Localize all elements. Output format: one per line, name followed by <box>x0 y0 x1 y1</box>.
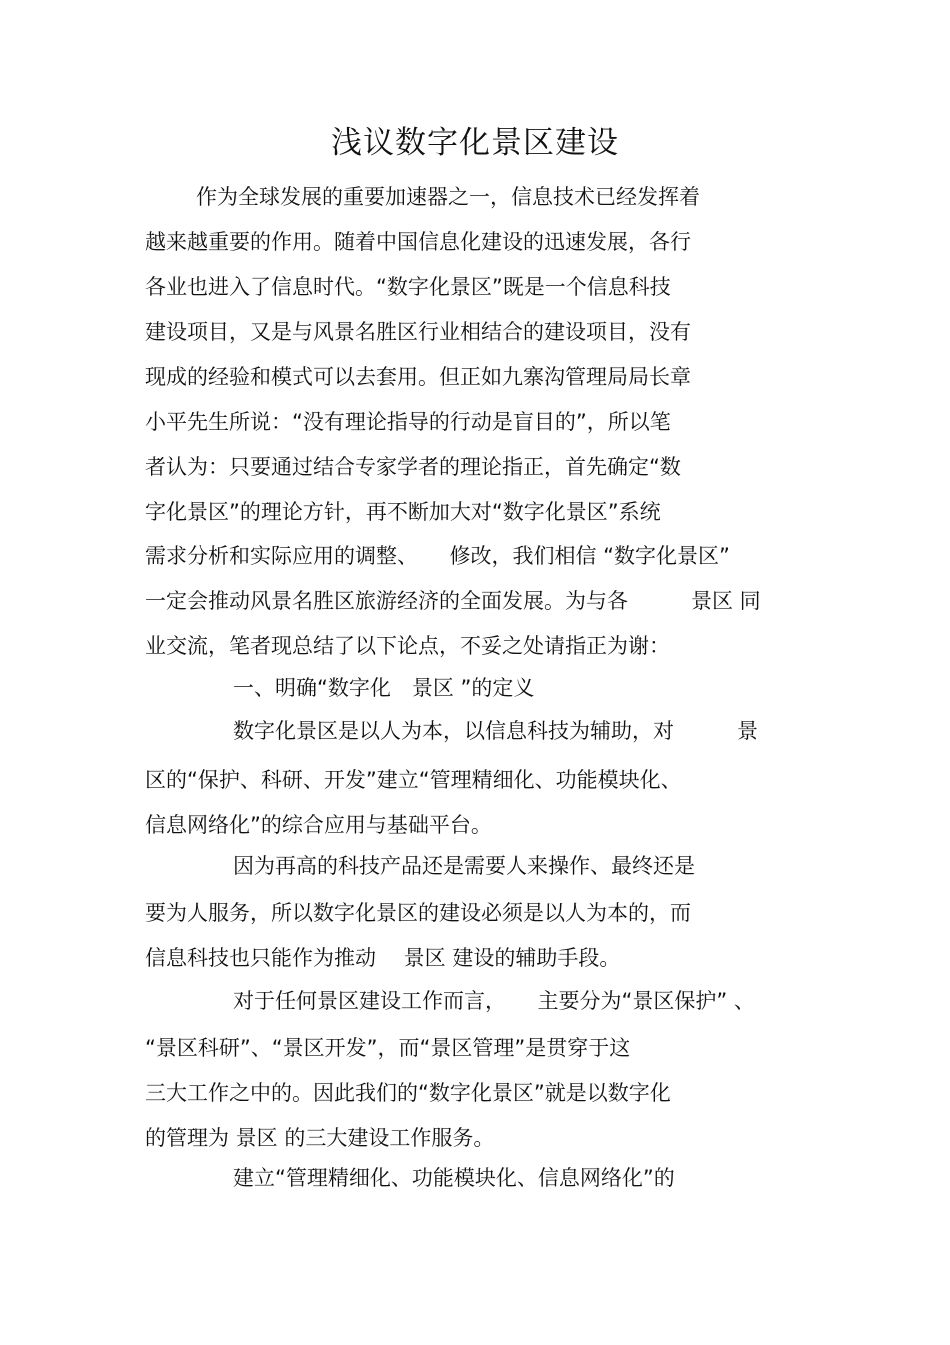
body-line: 信息科技也只能作为推动 景区 建设的辅助手段。 <box>145 946 621 970</box>
body-line: 越来越重要的作用。随着中国信息化建设的迅速发展，各行 <box>145 230 691 254</box>
document-title: 浅议数字化景区建设 <box>331 125 619 161</box>
section-heading: 一、明确“数字化 景区 ”的定义 <box>233 676 535 700</box>
body-line: 要为人服务，所以数字化景区的建设必须是以人为本的，而 <box>145 901 691 925</box>
body-line: 建设项目，又是与风景名胜区行业相结合的建设项目，没有 <box>145 320 691 344</box>
body-line: 区的“保护、科研、开发”建立“管理精细化、功能模块化、 <box>145 768 682 792</box>
body-line: 因为再高的科技产品还是需要人来操作、最终还是 <box>233 854 695 878</box>
body-line: 需求分析和实际应用的调整、 修改，我们相信 “数字化景区” <box>145 544 730 568</box>
body-line: 现成的经验和模式可以去套用。但正如九寨沟管理局局长章 <box>145 365 691 389</box>
body-line: 者认为：只要通过结合专家学者的理论指正，首先确定“数 <box>145 455 681 479</box>
body-line: 信息网络化”的综合应用与基础平台。 <box>145 813 492 837</box>
body-line: 作为全球发展的重要加速器之一，信息技术已经发挥着 <box>196 185 700 209</box>
body-line: 小平先生所说：“没有理论指导的行动是盲目的”，所以笔 <box>145 410 671 434</box>
body-line: 各业也进入了信息时代。“数字化景区”既是一个信息科技 <box>145 275 671 299</box>
body-line: 建立“管理精细化、功能模块化、信息网络化”的 <box>233 1166 675 1190</box>
body-line: 三大工作之中的。因此我们的“数字化景区”就是以数字化 <box>145 1081 671 1105</box>
body-line: 字化景区”的理论方针，再不断加大对“数字化景区”系统 <box>145 500 661 524</box>
body-line: “景区科研”、“景区开发”，而“景区管理”是贯穿于这 <box>145 1036 631 1060</box>
body-line: 的管理为 景区 的三大建设工作服务。 <box>145 1126 495 1150</box>
body-line: 业交流，笔者现总结了以下论点，不妥之处请指正为谢： <box>145 634 670 658</box>
body-line: 对于任何景区建设工作而言， 主要分为“景区保护” 、 <box>233 989 755 1013</box>
body-line: 一定会推动风景名胜区旅游经济的全面发展。为与各 景区 同 <box>145 589 761 613</box>
body-line: 数字化景区是以人为本，以信息科技为辅助，对 景 <box>233 719 758 743</box>
